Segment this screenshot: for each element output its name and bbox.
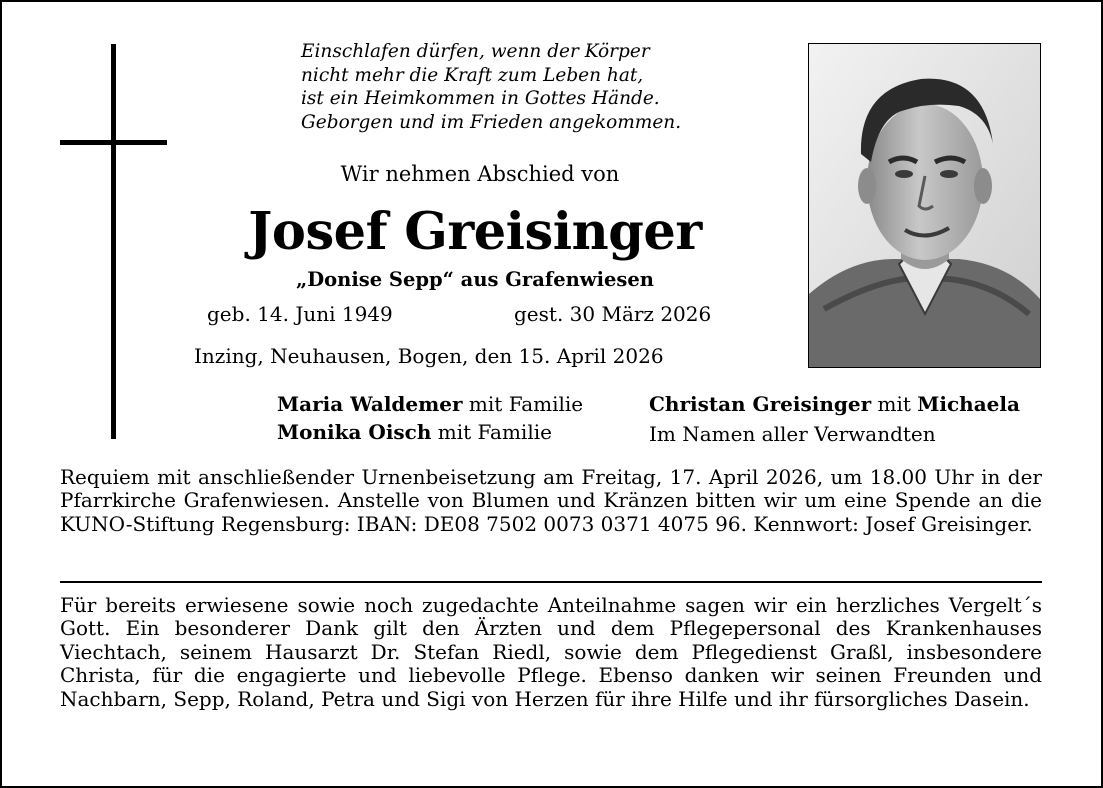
cross-icon-vertical xyxy=(111,44,116,439)
mourner-name: Michaela xyxy=(917,392,1020,416)
mourner-name: Maria Waldemer xyxy=(277,392,463,416)
poem-line: nicht mehr die Kraft zum Leben hat, xyxy=(301,64,644,86)
mourner-line xyxy=(277,418,552,446)
mourner-line xyxy=(277,390,583,418)
divider xyxy=(60,581,1042,583)
deceased-name: Josef Greisinger xyxy=(248,202,702,262)
poem-line: Einschlafen dürfen, wenn der Körper xyxy=(301,41,650,62)
requiem-paragraph: Requiem mit anschließender Urnenbeisetzung am Freitag, 17. April 2026, um 18.00 Uhr in der Pfarrkirche Grafenwiesen. Anstelle von Blumen und Kränzen bitten wir um eine Spende an die KUNO-Stiftung Regensburg: IBAN: DE08 7502 0073 0371 4075 96. Kennwort: Josef Greisinger. xyxy=(60,465,1042,536)
place-and-date: Inzing, Neuhausen, Bogen, den 15. April 2026 xyxy=(194,344,664,368)
mourner-name: Monika Oisch xyxy=(277,420,432,444)
death-date: gest. 30 März 2026 xyxy=(514,302,712,326)
portrait-photo xyxy=(808,43,1041,368)
cross-icon-horizontal xyxy=(60,140,167,145)
mourner-line xyxy=(649,390,1020,418)
poem-line: ist ein Heimkommen in Gottes Hände. xyxy=(301,88,660,109)
deceased-nickname: „Donise Sepp“ aus Grafenwiesen xyxy=(296,268,654,291)
poem-line: Geborgen und im Frieden angekommen. xyxy=(301,111,682,133)
mourner-name: Christan Greisinger xyxy=(649,392,872,416)
mourner-suffix: mit Familie xyxy=(431,420,552,444)
thanks-paragraph: Für bereits erwiesene sowie noch zugedachte Anteilnahme sagen wir ein herzliches Vergelt´s Gott. Ein besonderer Dank gilt den Ärzten und dem Pflegepersonal des Krankenhauses Viechtach, seinem Hausarzt Dr. Stefan Riedl, sowie dem Pflegedienst Graßl, insbesondere Christa, für die engagierte und liebevolle Pflege. Ebenso danken wir seinen Freunden und Nachbarn, Sepp, Roland, Petra und Sigi von Herzen für ihre Hilfe und ihr fürsorgliches Dasein. xyxy=(60,593,1042,711)
mourner-conjunction: mit xyxy=(871,392,918,416)
birth-date: geb. 14. Juni 1949 xyxy=(207,302,393,326)
mourner-suffix: mit Familie xyxy=(462,392,584,416)
poem xyxy=(301,40,781,134)
mourner-line: Im Namen aller Verwandten xyxy=(649,422,936,446)
intro-text: Wir nehmen Abschied von xyxy=(340,162,620,186)
